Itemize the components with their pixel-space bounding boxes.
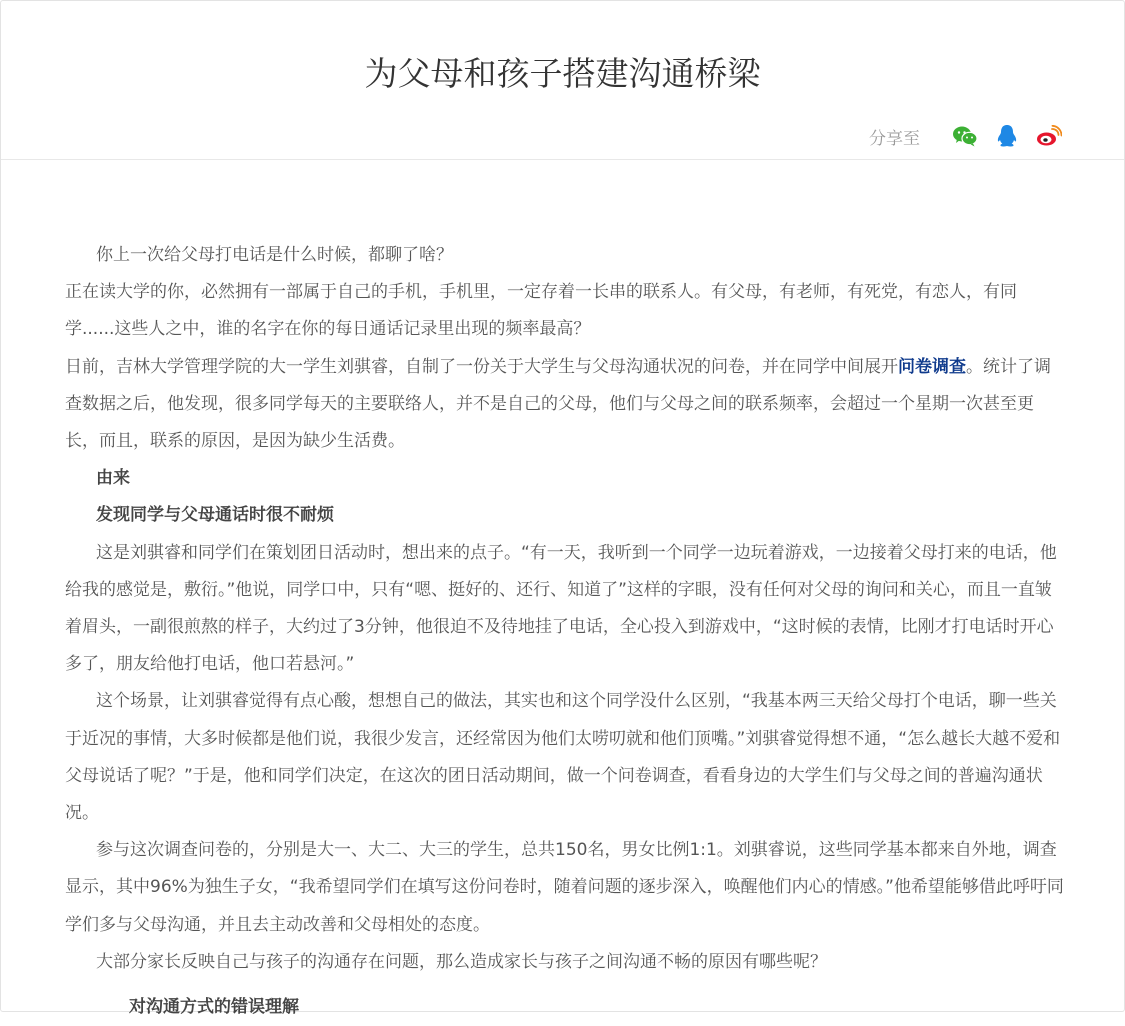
paragraph: 大部分家长反映自己与孩子的沟通存在问题，那么造成家长与孩子之间沟通不畅的原因有哪些呢？ bbox=[96, 951, 827, 972]
survey-link[interactable]: 问卷调查 bbox=[898, 356, 966, 377]
article-title: 为父母和孩子搭建沟通桥梁 bbox=[364, 54, 761, 93]
qq-icon[interactable] bbox=[994, 123, 1020, 149]
paragraph: 这个场景，让刘骐睿觉得有点心酸，想想自己的做法，其实也和这个同学没什么区别，“我基本两三天给父母打个电话，聊一些关于近况的事情，大多时候都是他们说，我很少发言，还经常因为他们太唠叨就和他们顶嘴。”刘骐睿觉得想不通，“怎么越长大越不爱和父母说话了呢？”于是，他和同学们决定，在这次的团日活动期间，做一个问卷调查，看看身边的大学生们与父母之间的普遍沟通状况。 bbox=[65, 691, 1061, 824]
section-subheading-partial: 对沟通方式的错误理解 bbox=[129, 997, 299, 1017]
article-body bbox=[65, 237, 1065, 981]
share-label: 分享至 bbox=[869, 128, 920, 149]
paragraph: 正在读大学的你，必然拥有一部属于自己的手机，手机里，一定存着一长串的联系人。有父母，有老师，有死党，有恋人，有同学......这些人之中，谁的名字在你的每日通话记录里出现的频率最高？ bbox=[65, 282, 1017, 340]
section-subheading: 发现同学与父母通话时很不耐烦 bbox=[96, 505, 334, 526]
paragraph bbox=[65, 349, 1065, 461]
article-header bbox=[1, 1, 1124, 160]
paragraph-text: 日前，吉林大学管理学院的大一学生刘骐睿，自制了一份关于大学生与父母沟通状况的问卷，并在同学中间展开 bbox=[65, 356, 898, 377]
wechat-icon[interactable] bbox=[952, 123, 978, 149]
paragraph-text: 。统计了调查数据之后，他发现，很多同学每天的主要联络人，并不是自己的父母，他们与父母之间的联系频率，会超过一个星期一次甚至更长，而且，联系的原因，是因为缺少生活费。 bbox=[65, 356, 1051, 452]
paragraph: 你上一次给父母打电话是什么时候，都聊了啥？ bbox=[96, 245, 453, 265]
section-heading: 由来 bbox=[96, 468, 130, 489]
paragraph: 这是刘骐睿和同学们在策划团日活动时，想出来的点子。“有一天，我听到一个同学一边玩着游戏，一边接着父母打来的电话，他给我的感觉是，敷衍。”他说，同学口中，只有“嗯、挺好的、还行、知道了”这样的字眼，没有任何对父母的询问和关心，而且一直皱着眉头，一副很煎熬的样子，大约过了3分钟，他很迫不及待地挂了电话，全心投入到游戏中，“这时候的表情，比刚才打电话时开心多了，朋友给他打电话，他口若悬河。” bbox=[65, 542, 1057, 675]
weibo-icon[interactable] bbox=[1036, 123, 1062, 149]
paragraph: 参与这次调查问卷的，分别是大一、大二、大三的学生，总共150名，男女比例1:1。刘骐睿说，这些同学基本都来自外地，调查显示，其中96%为独生子女，“我希望同学们在填写这份问卷时，随着问题的逐步深入，唤醒他们内心的情感。”他希望能够借此呼吁同学们多与父母沟通，并且去主动改善和父母相处的态度。 bbox=[65, 840, 1064, 935]
share-bar bbox=[869, 121, 1062, 151]
